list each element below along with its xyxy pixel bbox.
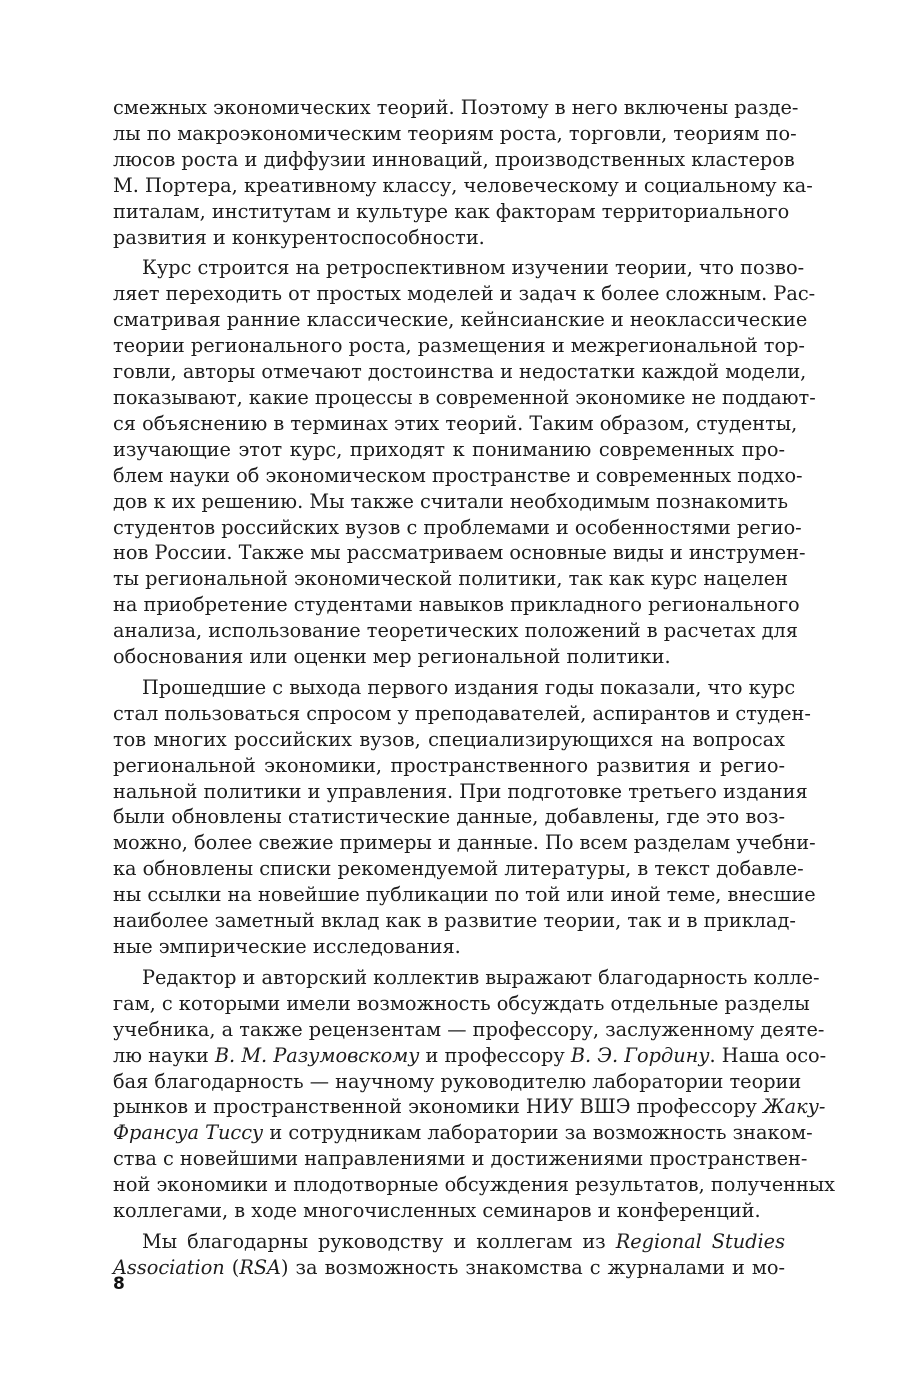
text-line: ляет переходить от простых моделей и задач к более сложным. Рас- [113, 282, 816, 306]
text-line: обоснования или оценки мер региональной политики. [113, 645, 671, 669]
text-line: Мы благодарны руководству и коллегам из Regional Studies [142, 1229, 785, 1253]
text-line: можно, более свежие примеры и данные. По всем разделам учебни- [113, 831, 816, 855]
text-line: ной экономики и плодотворные обсуждения результатов, полученных [113, 1173, 836, 1197]
text-line: ка обновлены списки рекомендуемой литературы, в текст добавле- [113, 857, 804, 881]
text-line: блем науки об экономическом пространстве и современных подхо- [113, 463, 803, 487]
text-line: гам, с которыми имели возможность обсуждать отдельные разделы [113, 991, 810, 1015]
paragraph [113, 1229, 785, 1281]
page-body-text [113, 95, 836, 1281]
text-line: ства с новейшими направлениями и достижениями пространствен- [113, 1147, 808, 1171]
text-line: региональной экономики, пространственного развития и регио- [113, 753, 785, 777]
text-line: развития и конкурентоспособности. [113, 225, 485, 249]
page-number: 8 [113, 1274, 125, 1294]
text-line: тов многих российских вузов, специализирующихся на вопросах [113, 727, 785, 751]
text-line: на приобретение студентами навыков прикладного регионального [113, 593, 800, 617]
text-line: смежных экономических теорий. Поэтому в него включены разде- [113, 96, 799, 119]
text-line: сматривая ранние классические, кейнсианские и неоклассические [113, 308, 808, 332]
text-line: Association (RSA) за возможность знакомства с журналами и мо- [113, 1255, 786, 1279]
text-line: лю науки В. М. Разумовскому и профессору В. Э. Гордину. Наша осо- [113, 1043, 827, 1067]
text-line: Редактор и авторский коллектив выражают благодарность колле- [142, 965, 820, 989]
text-line: рынков и пространственной экономики НИУ ВШЭ профессору Жаку- [113, 1095, 826, 1119]
text-line: теории регионального роста, размещения и межрегиональной тор- [113, 334, 805, 358]
text-line: изучающие этот курс, приходят к пониманию современных про- [113, 437, 785, 461]
text-line: анализа, использование теоретических положений в расчетах для [113, 619, 798, 643]
paragraph [113, 965, 836, 1224]
paragraph [113, 255, 816, 670]
text-line: Прошедшие с выхода первого издания годы показали, что курс [142, 675, 796, 699]
text-line: нов России. Также мы рассматриваем основные виды и инструмен- [113, 541, 806, 565]
text-line: лы по макроэкономическим теориям роста, торговли, теориям по- [113, 121, 797, 145]
text-line: коллегами, в ходе многочисленных семинаров и конференций. [113, 1199, 761, 1223]
text-line: Курс строится на ретроспективном изучении теории, что позво- [142, 256, 805, 280]
text-line: учебника, а также рецензентам — профессору, заслуженному деяте- [113, 1017, 825, 1041]
text-line: показывают, какие процессы в современной экономике не поддают- [113, 385, 816, 409]
text-line: питалам, институтам и культуре как факторам территориального [113, 199, 790, 223]
paragraph [113, 675, 816, 960]
text-line: студентов российских вузов с проблемами и особенностями регио- [113, 515, 802, 539]
text-line: ны ссылки на новейшие публикации по той или иной теме, внесшие [113, 883, 816, 907]
text-line: нальной политики и управления. При подготовке третьего издания [113, 779, 808, 803]
text-line: люсов роста и диффузии инноваций, производственных кластеров [113, 147, 795, 171]
text-line: Франсуа Тиссу и сотрудникам лаборатории за возможность знаком- [113, 1121, 813, 1145]
text-line: бая благодарность — научному руководителю лаборатории теории [113, 1069, 802, 1093]
text-line: ные эмпирические исследования. [113, 935, 461, 958]
text-line: ся объяснению в терминах этих теорий. Таким образом, студенты, [113, 411, 798, 435]
text-line: ты региональной экономической политики, так как курс нацелен [113, 567, 788, 591]
text-line: были обновлены статистические данные, добавлены, где это воз- [113, 805, 785, 829]
text-line: стал пользоваться спросом у преподавателей, аспирантов и студен- [113, 701, 811, 725]
text-line: дов к их решению. Мы также считали необходимым познакомить [113, 489, 788, 513]
text-line: говли, авторы отмечают достоинства и недостатки каждой модели, [113, 360, 807, 384]
text-line: М. Портера, креативному классу, человеческому и социальному ка- [113, 173, 813, 197]
text-line: наиболее заметный вклад как в развитие теории, так и в приклад- [113, 909, 796, 933]
paragraph [113, 95, 813, 250]
